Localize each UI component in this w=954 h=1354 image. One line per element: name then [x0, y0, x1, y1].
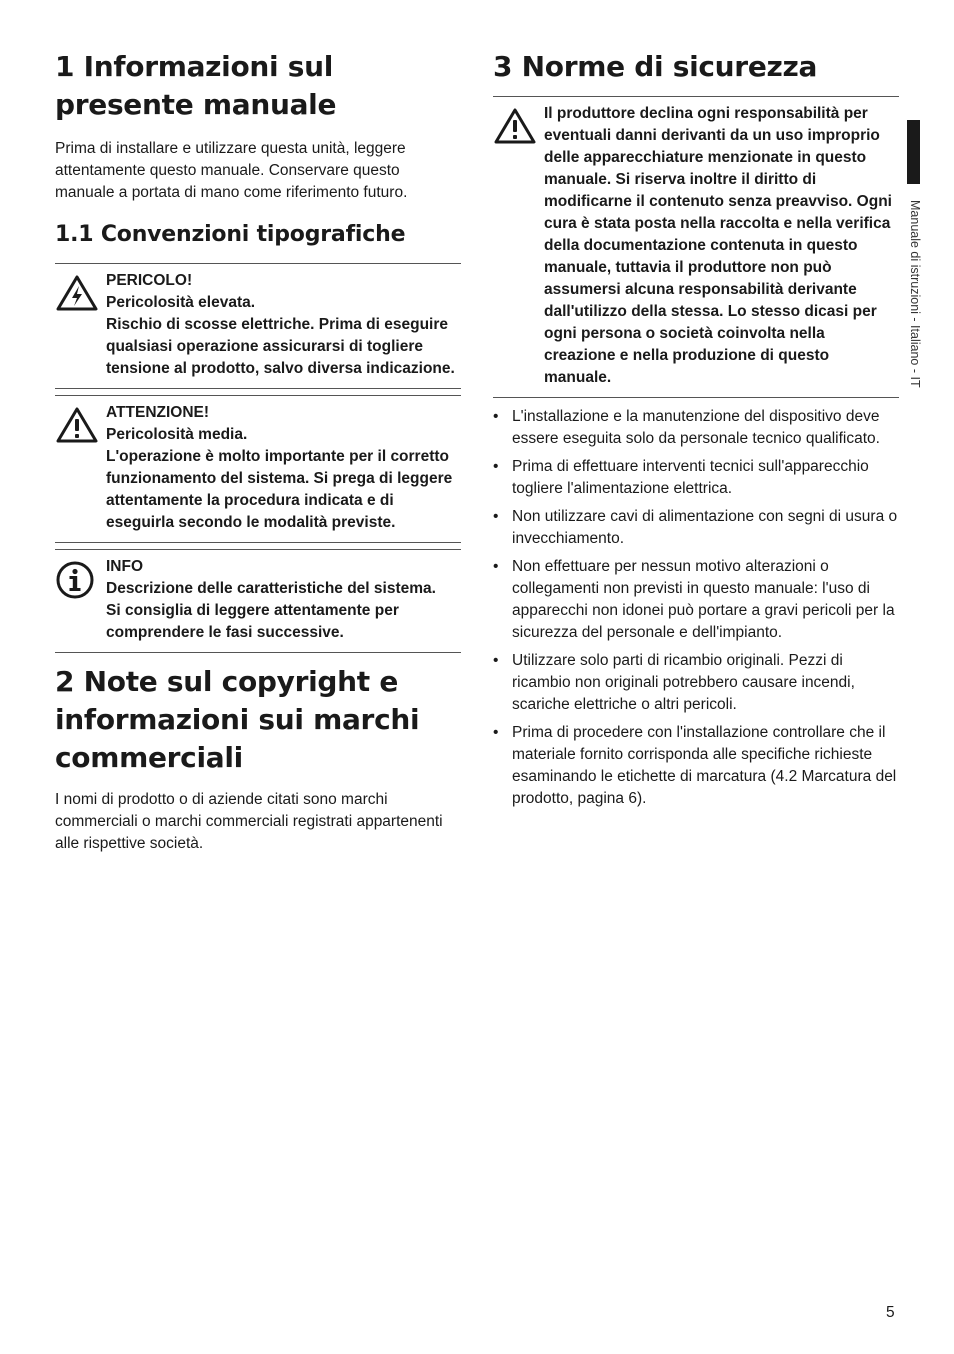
- notice-danger: [55, 263, 461, 389]
- list-item: • Prima di effettuare interventi tecnici sull'apparecchio togliere l'alimentazione elettrica.: [493, 458, 869, 497]
- notice-info-level: Descrizione delle caratteristiche del sistema.: [106, 580, 436, 597]
- section-2-text: I nomi di prodotto o di aziende citati sono marchi commerciali o marchi commerciali registrati appartenenti alle rispettive società.: [55, 791, 443, 852]
- section-2-title: 2 Note sul copyright e informazioni sui marchi commerciali: [55, 665, 420, 774]
- list-item: • L'installazione e la manutenzione del dispositivo deve essere eseguita solo da personale tecnico qualificato.: [493, 408, 880, 447]
- list-item: • Utilizzare solo parti di ricambio originali. Pezzi di ricambio non originali potrebbero causare incendi, scariche elettriche o altri pericoli.: [493, 652, 855, 713]
- section-3-title: 3 Norme di sicurezza: [493, 50, 818, 83]
- info-icon: [55, 556, 106, 644]
- page-number: 5: [886, 1304, 895, 1321]
- notice-info: [55, 549, 461, 653]
- section-1-intro: Prima di installare e utilizzare questa unità, leggere attentamente questo manuale. Conservare questo manuale a portata di mano come riferimento futuro.: [55, 140, 408, 201]
- section-1-title: 1 Informazioni sul presente manuale: [55, 50, 337, 121]
- subsection-1-1-title: 1.1 Convenzioni tipografiche: [55, 222, 406, 247]
- warning-icon: [493, 103, 544, 389]
- notice-danger-text: Rischio di scosse elettriche. Prima di eseguire qualsiasi operazione assicurarsi di togliere tensione al prodotto, salvo diversa indicazione.: [106, 316, 455, 377]
- left-column: [55, 48, 461, 855]
- safety-bullet-list: [493, 406, 899, 810]
- warning-icon: [55, 402, 106, 534]
- list-item: • Non effettuare per nessun motivo alterazioni o collegamenti non previsti in questo manuale: l'uso di apparecchi non idonei può portare a gravi pericoli per la sicurezza del personale e dell'impianto.: [493, 558, 895, 641]
- list-item: • Non utilizzare cavi di alimentazione con segni di usura o invecchiamento.: [493, 508, 898, 547]
- section-tab-marker: [907, 120, 920, 184]
- notice-danger-heading: PERICOLO!: [106, 272, 193, 289]
- notice-danger-level: Pericolosità elevata.: [106, 294, 256, 311]
- notice-warning-text: L'operazione è molto importante per il corretto funzionamento del sistema. Si prega di leggere attentamente la procedura indicata e di eseguirla secondo le modalità previste.: [106, 448, 453, 531]
- notice-warning-level: Pericolosità media.: [106, 426, 248, 443]
- electrical-hazard-icon: [55, 270, 106, 380]
- list-item: • Prima di procedere con l'installazione controllare che il materiale fornito corrisponda alle specifiche richieste esaminando le etichette di marcatura (4.2 Marcatura del prodotto, pagina 6).: [493, 724, 897, 807]
- notice-info-text: Si consiglia di leggere attentamente per comprendere le fasi successive.: [106, 602, 399, 641]
- side-label: Manuale di istruzioni - Italiano - IT: [908, 200, 922, 388]
- notice-warning-heading: ATTENZIONE!: [106, 404, 210, 421]
- safety-warning-text: Il produttore declina ogni responsabilità per eventuali danni derivanti da un uso improprio delle apparecchiature menzionate in questo manuale. Si riserva inoltre il diritto di modificarne il contenuto senza preavviso. Ogni cura è stata posta nella raccolta e nella verifica della documentazione contenuta in questo manuale, tuttavia il produttore non può assumersi alcuna responsabilità derivante dall'utilizzo della stessa. Lo stesso dicasi per ogni persona o società coinvolta nella creazione e nella produzione di questo manuale.: [544, 105, 892, 386]
- notice-warning: [55, 395, 461, 543]
- right-column: [493, 48, 899, 816]
- safety-warning-box: [493, 96, 899, 398]
- notice-info-heading: INFO: [106, 558, 144, 575]
